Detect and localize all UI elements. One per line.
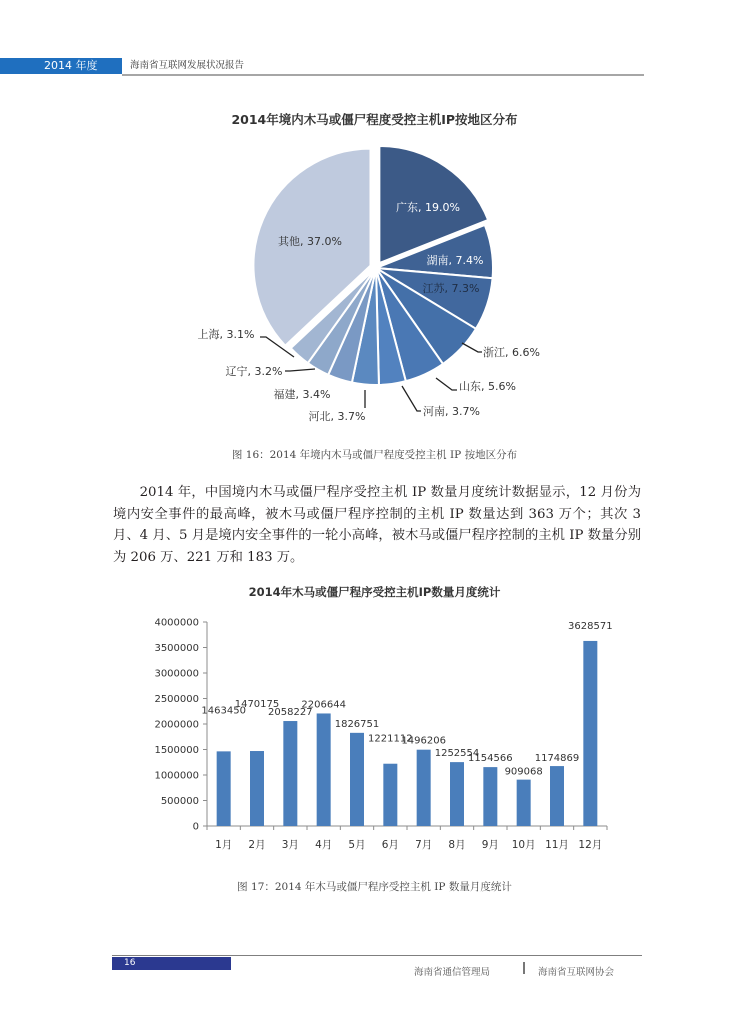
y-tick-label: 1000000 — [154, 770, 199, 782]
y-tick-label: 3500000 — [154, 643, 199, 654]
bar-1 — [217, 751, 231, 826]
bar-value-label: 2058227 — [268, 707, 313, 719]
pie-label: 山东, 5.6% — [459, 380, 516, 393]
pie-label: 河南, 3.7% — [423, 405, 480, 418]
y-tick-label: 500000 — [160, 796, 199, 807]
bar-value-label: 1221112 — [368, 733, 413, 745]
pie-label: 河北, 3.7% — [308, 410, 366, 423]
header-divider — [122, 74, 644, 76]
pie-label: 上海, 3.1% — [197, 328, 255, 341]
bar-9 — [483, 767, 497, 826]
bar-value-label: 1154566 — [468, 753, 513, 765]
pie-leader-line — [436, 378, 457, 390]
body-paragraph — [113, 482, 641, 568]
pie-label: 广东, 19.0% — [396, 201, 460, 214]
x-tick-label: 10月 — [511, 839, 536, 851]
y-tick-label: 4000000 — [154, 617, 199, 629]
pie-leader-line — [285, 369, 315, 371]
pie-label: 湖南, 7.4% — [426, 254, 484, 267]
header-year: 2014 年度 — [44, 59, 98, 72]
y-tick-label: 3000000 — [154, 668, 199, 680]
footer-separator — [523, 962, 525, 974]
x-tick-label: 4月 — [315, 839, 333, 851]
x-tick-label: 9月 — [481, 839, 499, 851]
bar-5 — [350, 733, 364, 826]
page-number: 16 — [124, 958, 136, 968]
pie-label: 江苏, 7.3% — [422, 282, 480, 295]
x-tick-label: 5月 — [348, 839, 366, 851]
body-paragraph-text: 2014 年，中国境内木马或僵尸程序受控主机 IP 数量月度统计数据显示，12 月份为境内安全事件的最高峰，被木马或僵尸程序控制的主机 IP 数量达到 363 万个；其次 3 月、4 月、5 月是境内安全事件的一轮小高峰，被木马或僵尸程序控制的主机 IP 数量分别为 206 万、221 万和 183 万。 — [113, 485, 641, 565]
bar-3 — [283, 721, 297, 826]
x-tick-label: 11月 — [545, 839, 569, 851]
pie-leader-line — [402, 386, 421, 411]
x-tick-label: 12月 — [578, 839, 603, 851]
y-tick-label: 1500000 — [154, 745, 199, 756]
pie-label: 浙江, 6.6% — [483, 346, 540, 359]
x-tick-label: 1月 — [215, 839, 233, 851]
bar-11 — [550, 766, 564, 826]
bar-value-label: 1252554 — [434, 748, 480, 760]
bar-4 — [317, 713, 331, 826]
bar-value-label: 909068 — [504, 766, 543, 778]
figure-16-caption: 图 16：2014 年境内木马或僵尸程度受控主机 IP 按地区分布 — [231, 449, 518, 461]
bar-chart — [0, 605, 749, 865]
pie-label: 辽宁, 3.2% — [225, 365, 283, 378]
x-tick-label: 7月 — [415, 839, 433, 851]
bar-value-label: 2206644 — [301, 699, 346, 711]
bar-value-label: 3628571 — [568, 620, 613, 632]
bar-10 — [517, 780, 531, 826]
pie-chart — [0, 130, 749, 440]
x-tick-label: 8月 — [448, 839, 466, 851]
x-tick-label: 6月 — [381, 839, 399, 851]
bar-value-label: 1826751 — [334, 718, 380, 730]
bar-chart-title: 2014年木马或僵尸程序受控主机IP数量月度统计 — [248, 585, 501, 599]
x-tick-label: 3月 — [281, 839, 299, 851]
x-tick-label: 2月 — [248, 839, 266, 851]
pie-label: 福建, 3.4% — [273, 388, 331, 401]
bar-value-label: 1174869 — [534, 753, 580, 765]
bar-7 — [417, 750, 431, 826]
pie-leader-line — [462, 343, 482, 352]
header-report-title: 海南省互联网发展状况报告 — [130, 60, 245, 71]
y-tick-label: 2000000 — [154, 719, 199, 731]
footer-org-2: 海南省互联网协会 — [538, 967, 615, 978]
bar-6 — [383, 764, 397, 826]
bar-value-label: 1463450 — [201, 705, 246, 717]
footer-org-1: 海南省通信管理局 — [414, 967, 491, 978]
footer-divider — [112, 955, 642, 956]
bar-value-label: 1470175 — [234, 699, 280, 711]
y-tick-label: 0 — [192, 821, 199, 833]
bar-8 — [450, 762, 464, 826]
figure-17-caption: 图 17：2014 年木马或僵尸程序受控主机 IP 数量月度统计 — [237, 881, 512, 893]
bar-2 — [250, 751, 264, 826]
pie-chart-title: 2014年境内木马或僵尸程度受控主机IP按地区分布 — [231, 112, 518, 127]
pie-label: 其他, 37.0% — [278, 235, 342, 248]
y-tick-label: 2500000 — [154, 694, 199, 705]
bar-12 — [583, 641, 597, 826]
bar-value-label: 1496206 — [401, 735, 446, 747]
